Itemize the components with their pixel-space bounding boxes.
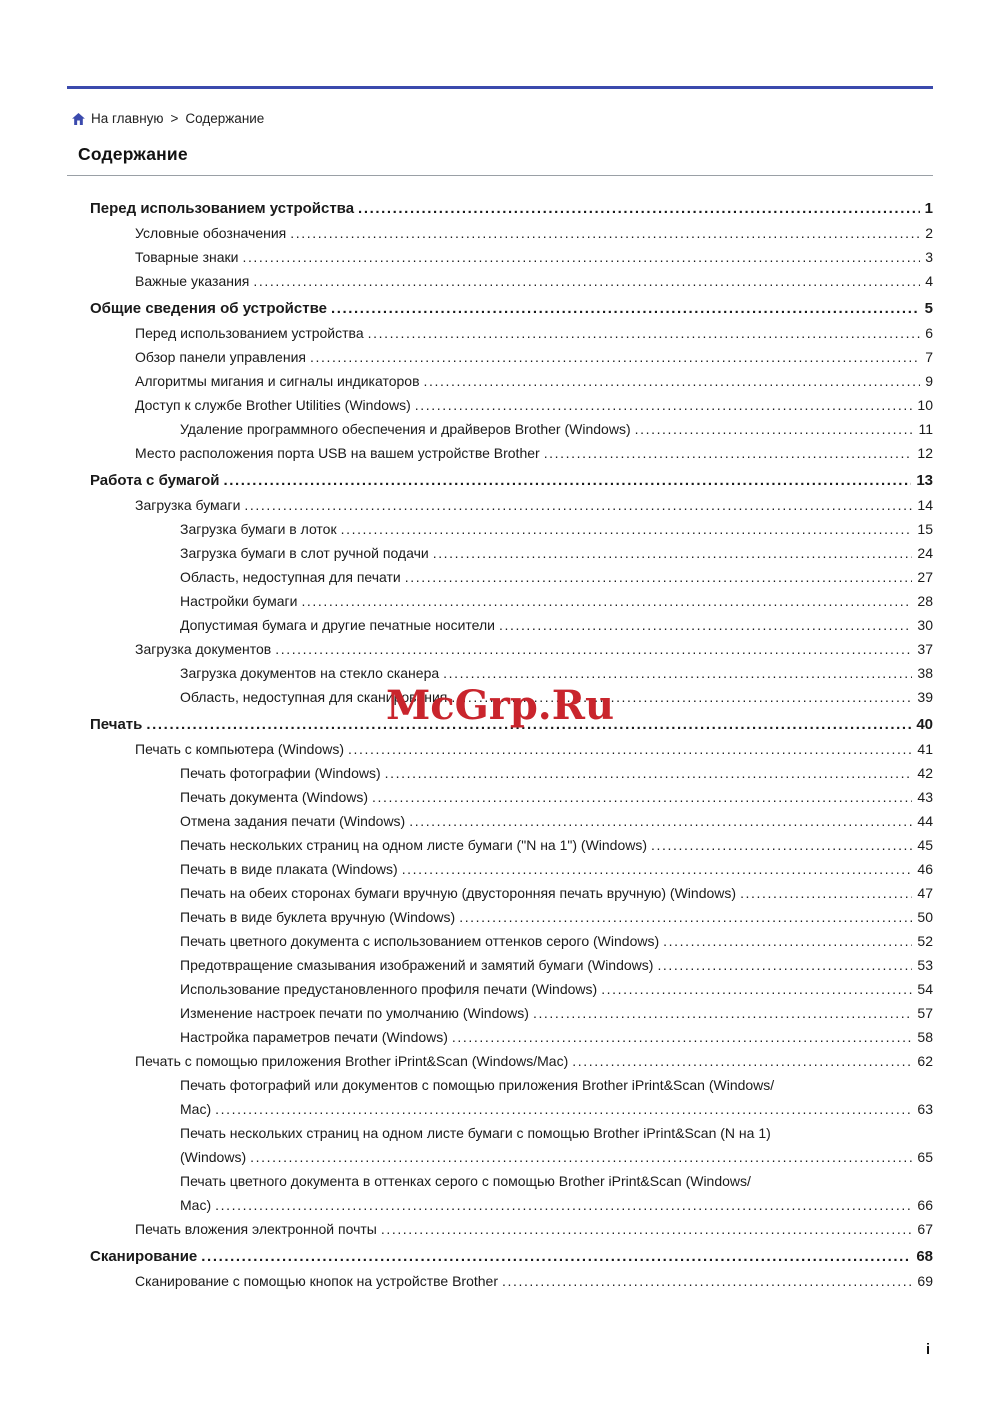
toc-page-number: 24 [917,545,933,561]
toc-leader-dots [385,761,913,785]
toc-entry-label: Доступ к службе Brother Utilities (Windows) [135,397,411,413]
toc-leader-dots [275,637,912,661]
toc-leader-dots [740,881,912,905]
toc-entry-label: Отмена задания печати (Windows) [180,813,406,829]
toc-entry-label: Печать [90,716,143,733]
toc-entry-label: Печать на обеих сторонах бумаги вручную (двусторонняя печать вручную) (Windows) [180,885,737,901]
toc-leader-dots [424,369,921,393]
toc-entry[interactable] [67,345,933,369]
toc-page-number: 45 [917,837,933,853]
toc-entry[interactable] [67,441,933,465]
toc-leader-dots [290,221,920,245]
page-title: Содержание [78,144,188,164]
breadcrumb-current: Содержание [185,111,265,126]
toc-entry-label: Область, недоступная для сканирования [180,689,448,705]
toc-page-number: 38 [917,665,933,681]
toc-entry-label: Общие сведения об устройстве [90,300,327,317]
toc-leader-dots [459,905,912,929]
breadcrumb-home-link[interactable] [72,111,164,126]
toc-entry[interactable] [67,1001,933,1025]
toc-page-number: 28 [917,593,933,609]
toc-entry-label: Работа с бумагой [90,472,220,489]
toc-leader-dots [415,393,913,417]
toc-page-number: 58 [917,1029,933,1045]
toc-page-number: 42 [917,765,933,781]
toc-entry-label: Загрузка бумаги [135,497,241,513]
toc-page-number: 53 [917,957,933,973]
toc-page-number: 6 [925,325,933,341]
toc-page-number: 4 [925,273,933,289]
toc-page-number: 1 [924,200,933,217]
toc-page-number: 62 [917,1053,933,1069]
toc-entry-label: Печать в виде плаката (Windows) [180,861,398,877]
toc-entry[interactable] [67,953,933,977]
toc-leader-dots [242,245,920,269]
toc-entry-label: Настройка параметров печати (Windows) [180,1029,448,1045]
toc-leader-dots [223,469,911,493]
toc-entry-label: Загрузка бумаги в лоток [180,521,337,537]
watermark: McGrp.Ru [385,682,615,729]
toc-leader-dots [635,417,914,441]
toc-page-number: 5 [924,300,933,317]
toc-page-number: 13 [916,472,933,489]
toc-leader-dots [215,1097,912,1121]
toc-page-number: 43 [917,789,933,805]
toc-page-number: 15 [917,521,933,537]
toc-entry-label: Загрузка бумаги в слот ручной подачи [180,545,429,561]
toc-entry[interactable] [67,197,933,221]
toc-entry-label: Mac) [180,1101,212,1117]
toc-leader-dots [499,613,912,637]
toc-page-number: 46 [917,861,933,877]
toc-leader-dots [244,493,912,517]
toc-page-number: 57 [917,1005,933,1021]
toc-entry-label: Обзор панели управления [135,349,306,365]
toc-page-number: 9 [925,373,933,389]
toc-entry-label: Изменение настроек печати по умолчанию (Windows) [180,1005,529,1021]
toc-page-number: 39 [917,689,933,705]
toc-page-number: 30 [917,617,933,633]
toc-entry-label: Печать фотографии (Windows) [180,765,381,781]
toc-entry[interactable] [67,1025,933,1049]
toc-entry[interactable] [67,761,933,785]
toc-page-number: 37 [917,641,933,657]
toc-leader-dots [372,785,912,809]
toc-entry-label: Настройки бумаги [180,593,298,609]
toc-leader-dots [253,269,920,293]
toc-entry-label: Алгоритмы мигания и сигналы индикаторов [135,373,420,389]
toc-entry[interactable] [67,637,933,661]
breadcrumb [72,111,933,126]
toc-entry-label: Важные указания [135,273,250,289]
toc-leader-dots [381,1217,913,1241]
top-divider-rule [67,86,933,89]
toc-leader-dots [409,809,912,833]
toc-page-number: 68 [916,1248,933,1265]
toc-entry[interactable] [67,857,933,881]
toc-entry[interactable] [67,1245,933,1269]
toc-entry[interactable] [67,517,933,541]
toc-leader-dots [651,833,912,857]
toc-entry-label: Загрузка документов [135,641,272,657]
toc-page-number: 12 [917,445,933,461]
home-icon [72,113,85,125]
toc-entry[interactable] [67,469,933,493]
toc-entry[interactable] [67,881,933,905]
toc-leader-dots [250,1145,912,1169]
toc-entry-label: Товарные знаки [135,249,239,265]
toc-entry-label: Печать фотографий или документов с помощью приложения Brother iPrint&Scan (Windows/ [180,1077,775,1093]
toc-leader-dots [348,737,912,761]
toc-page-number: 40 [916,716,933,733]
toc-entry-label: Перед использованием устройства [135,325,364,341]
toc-entry-label: Сканирование с помощью кнопок на устройстве Brother [135,1273,498,1289]
toc-entry-label: Загрузка документов на стекло сканера [180,665,440,681]
toc-leader-dots [341,517,913,541]
toc-entry-label: Печать нескольких страниц на одном листе бумаги ("N на 1") (Windows) [180,837,648,853]
toc-entry[interactable] [67,809,933,833]
toc-page-number: 54 [917,981,933,997]
toc-entry[interactable] [67,369,933,393]
toc-entry[interactable] [67,269,933,293]
title-divider-rule [67,175,933,176]
toc-page-number: 47 [917,885,933,901]
toc-entry-label: Печать вложения электронной почты [135,1221,377,1237]
toc-leader-dots [502,1269,912,1293]
toc-leader-dots [331,297,920,321]
toc-page-number: 27 [917,569,933,585]
toc-entry-label: Сканирование [90,1248,198,1265]
toc-page-number: 65 [917,1149,933,1165]
toc-entry-label: Условные обозначения [135,225,287,241]
toc-leader-dots [405,565,913,589]
toc-page-number: 10 [917,397,933,413]
toc-entry-label: Печать в виде буклета вручную (Windows) [180,909,456,925]
toc-entry[interactable] [67,1049,933,1073]
toc-entry[interactable] [67,321,933,345]
toc-leader-dots [533,1001,912,1025]
toc-entry[interactable] [67,785,933,809]
toc-list [67,197,933,1293]
toc-entry[interactable] [67,565,933,589]
toc-leader-dots [301,589,912,613]
toc-leader-dots [601,977,912,1001]
breadcrumb-separator: > [170,111,179,126]
toc-entry-label: Mac) [180,1197,212,1213]
toc-entry-label: Печать нескольких страниц на одном листе бумаги с помощью Brother iPrint&Scan (N на 1) [180,1125,771,1141]
toc-entry[interactable] [67,737,933,761]
toc-page-number: 11 [918,421,933,437]
toc-page-number: 63 [917,1101,933,1117]
toc-leader-dots [310,345,920,369]
toc-entry-label: Печать цветного документа в оттенках серого с помощью Brother iPrint&Scan (Windows/ [180,1173,751,1189]
toc-page-number: 14 [917,497,933,513]
toc-leader-dots [433,541,913,565]
toc-leader-dots [368,321,921,345]
toc-entry[interactable] [67,929,933,953]
toc-entry[interactable] [67,1269,933,1293]
toc-entry-label: Перед использованием устройства [90,200,355,217]
toc-entry-label: Использование предустановленного профиля печати (Windows) [180,981,598,997]
toc-entry[interactable] [67,1121,933,1169]
toc-entry-label: (Windows) [180,1149,247,1165]
toc-entry[interactable] [67,541,933,565]
toc-leader-dots [657,953,912,977]
toc-entry[interactable] [67,1073,933,1121]
toc-entry-label: Область, недоступная для печати [180,569,401,585]
toc-leader-dots [358,197,920,221]
toc-entry[interactable] [67,393,933,417]
toc-entry[interactable] [67,905,933,929]
toc-entry[interactable] [67,1217,933,1241]
toc-entry[interactable] [67,1169,933,1217]
toc-entry[interactable] [67,613,933,637]
toc-page-number: 7 [925,349,933,365]
toc-leader-dots [663,929,912,953]
toc-leader-dots [452,1025,913,1049]
toc-entry-label: Место расположения порта USB на вашем устройстве Brother [135,445,540,461]
toc-page-number: 66 [917,1197,933,1213]
toc-entry[interactable] [67,977,933,1001]
toc-entry[interactable] [67,417,933,441]
footer-page-number: i [925,1342,930,1358]
toc-page-number: 69 [917,1273,933,1289]
toc-page-number: 44 [917,813,933,829]
toc-page-number: 67 [917,1221,933,1237]
toc-leader-dots [215,1193,912,1217]
toc-entry-label: Печать с помощью приложения Brother iPrint&Scan (Windows/Mac) [135,1053,569,1069]
toc-entry[interactable] [67,221,933,245]
toc-entry-label: Допустимая бумага и другие печатные носители [180,617,495,633]
toc-entry[interactable] [67,493,933,517]
toc-leader-dots [544,441,913,465]
toc-entry-label: Удаление программного обеспечения и драйверов Brother (Windows) [180,421,631,437]
toc-entry[interactable] [67,833,933,857]
toc-entry[interactable] [67,589,933,613]
toc-leader-dots [572,1049,912,1073]
toc-page-number: 50 [917,909,933,925]
toc-entry-label: Печать с компьютера (Windows) [135,741,345,757]
breadcrumb-home-label: На главную [91,111,164,126]
toc-entry[interactable] [67,297,933,321]
toc-page-number: 3 [925,249,933,265]
toc-entry-label: Печать документа (Windows) [180,789,369,805]
toc-page-number: 2 [925,225,933,241]
toc-entry-label: Предотвращение смазывания изображений и замятий бумаги (Windows) [180,957,654,973]
toc-leader-dots [402,857,913,881]
toc-entry-label: Печать цветного документа с использованием оттенков серого (Windows) [180,933,660,949]
toc-entry[interactable] [67,245,933,269]
toc-page-number: 41 [917,741,933,757]
toc-page-number: 52 [917,933,933,949]
toc-leader-dots [201,1245,911,1269]
